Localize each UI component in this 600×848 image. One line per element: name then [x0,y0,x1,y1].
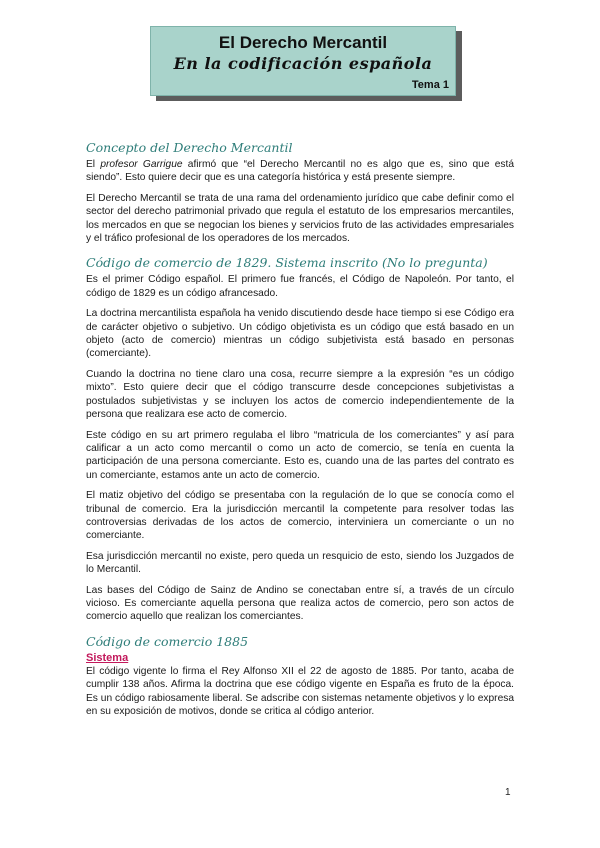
title-banner [150,26,456,96]
section-heading-codigo-1829: Código de comercio de 1829. Sistema inscrito (No lo pregunta) [86,255,488,271]
paragraph: El código vigente lo firma el Rey Alfonso XII el 22 de agosto de 1885. Por tanto, acaba de cumplir 138 años. Afirma la doctrina que ese código vigente en España es fruto de la época. Es un código rabiosamente liberal. Se adscribe con sistemas netamente objetivos y lo expresa en su exposición de motivos, donde se critica al código anterior. [86,665,514,717]
paragraph: Este código en su art primero regulaba el libro “matricula de los comerciantes” y así para calificar a un acto como mercantil o como un acto de comercio, se tenía en cuenta la participación de una persona comerciante. Esto es, cuando una de las partes del contrato es un comerciante, estamos ante un acto de comercio. [86,429,514,481]
paragraph: El matiz objetivo del código se presentaba con la regulación de lo que se conocía como el tribunal de comercio. Era la jurisdicción mercantil la competente para resolver todas las controversias derivadas de los actos de comercio, interviniera un comerciante o un no comerciante. [86,490,514,542]
page-number: 1 [505,787,511,798]
paragraph: Esa jurisdicción mercantil no existe, pero queda un resquicio de esto, siendo los Juzgados de lo Mercantil. [86,550,514,576]
paragraph: Cuando la doctrina no tiene claro una cosa, recurre siempre a la expresión “es un código mixto”. Esto quiere decir que el código transcurre desde concepciones subjetivistas a postulados subjetivistas y se incluyen los actos de comercio independientemente de la persona que realizara ese acto de comercio. [86,368,514,421]
document-subtitle: En la codificación española [173,54,433,73]
subsection-heading-sistema: Sistema [86,651,129,664]
section-heading-codigo-1885: Código de comercio 1885 [86,633,249,649]
paragraph: Es el primer Código español. El primero fue francés, el Código de Napoleón. Por tanto, el código de 1829 es un código afrancesado. [86,274,514,299]
topic-label: Tema 1 [411,79,449,91]
section-heading-concepto: Concepto del Derecho Mercantil [86,140,293,155]
paragraph: El profesor Garrigue afirmó que “el Derecho Mercantil no es algo que es, sino que está siendo”. Esto quiere decir que es una categoría histórica y está presente siempre. [86,159,515,184]
paragraph: El Derecho Mercantil se trata de una rama del ordenamiento jurídico que cabe definir como el sector del derecho patrimonial privado que regula el estatuto de los empresarios mercantiles, los mercados en que se negocian los bienes y servicios fruto de las actividades empresariales y el tráfico profesional de los operadores de los mercados. [86,192,514,245]
emphasis-text: profesor Garrigue [100,159,183,170]
document-title: El Derecho Mercantil [218,33,388,52]
document-body [86,140,514,725]
paragraph: La doctrina mercantilista española ha venido discutiendo desde hace tiempo si ese Código era de carácter objetivo o subjetivo. Un código objetivista es un código que está basado en un objeto (acto de comercio) mientras un código subjetivista está basado en personas (comerciante). [86,308,514,360]
paragraph: Las bases del Código de Sainz de Andino se conectaban entre sí, a través de un círculo vicioso. Es comerciante aquella persona que realiza actos de comercio, pero son actos de comercio aquello que realizan los comerciantes. [86,584,514,623]
